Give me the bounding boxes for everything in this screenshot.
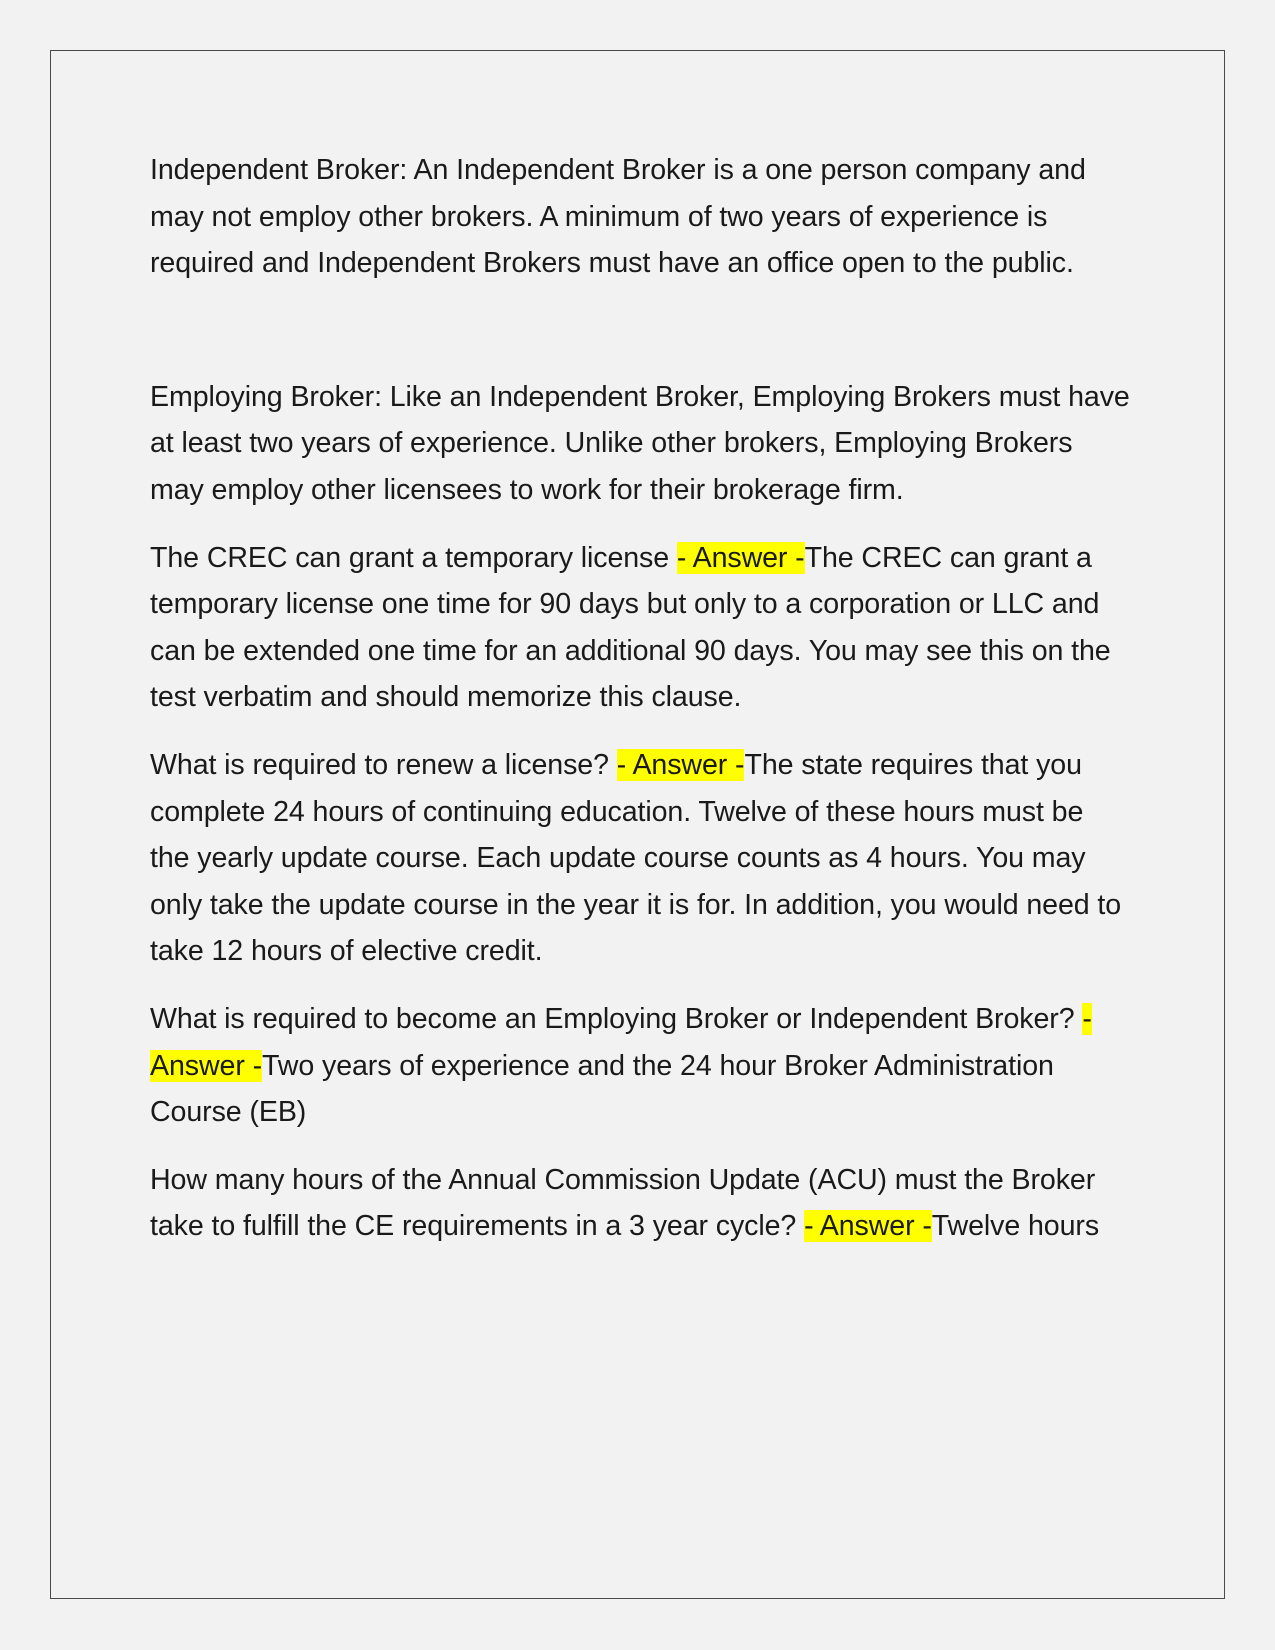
qa-temporary-license bbox=[150, 535, 1130, 721]
answer-marker-highlight: - Answer - bbox=[676, 541, 805, 574]
paragraph-employing-broker bbox=[150, 374, 1130, 514]
answer-marker-highlight: - Answer - bbox=[150, 1002, 1092, 1082]
answer-text: Two years of experience and the 24 hour Broker Administration Course (EB) bbox=[150, 1049, 1054, 1129]
question-text: The CREC can grant a temporary license bbox=[150, 541, 677, 574]
document-body bbox=[150, 147, 1130, 1271]
question-text: What is required to renew a license? bbox=[150, 748, 617, 781]
qa-renew-license bbox=[150, 742, 1130, 975]
paragraph-text: Employing Broker: Like an Independent Broker, Employing Brokers must have at least two years of experience. Unlike other brokers, Employing Brokers may employ other licensees to work for their brokerage firm. bbox=[150, 380, 1130, 506]
qa-become-broker bbox=[150, 996, 1130, 1136]
question-text: What is required to become an Employing Broker or Independent Broker? bbox=[150, 1002, 1083, 1035]
paragraph-independent-broker bbox=[150, 147, 1130, 287]
answer-marker-highlight: - Answer - bbox=[616, 748, 745, 781]
paragraph-text: Independent Broker: An Independent Broker is a one person company and may not employ other brokers. A minimum of two years of experience is required and Independent Brokers must have an office open to the public. bbox=[150, 154, 1086, 280]
answer-marker-highlight: - Answer - bbox=[804, 1210, 932, 1243]
answer-text: The state requires that you complete 24 hours of continuing education. Twelve of these hours must be the yearly update course. Each update course counts as 4 hours. You may only take the update course in the year it is for. In addition, you would need to take 12 hours of elective credit. bbox=[150, 748, 1122, 968]
answer-text: Twelve hours bbox=[931, 1210, 1100, 1243]
qa-acu-hours bbox=[150, 1157, 1130, 1250]
question-text: How many hours of the Annual Commission Update (ACU) must the Broker take to fulfill the CE requirements in a 3 year cycle? bbox=[150, 1163, 1096, 1243]
answer-text: The CREC can grant a temporary license one time for 90 days but only to a corporation or LLC and can be extended one time for an additional 90 days. You may see this on the test verbatim and should memorize this clause. bbox=[150, 541, 1111, 714]
